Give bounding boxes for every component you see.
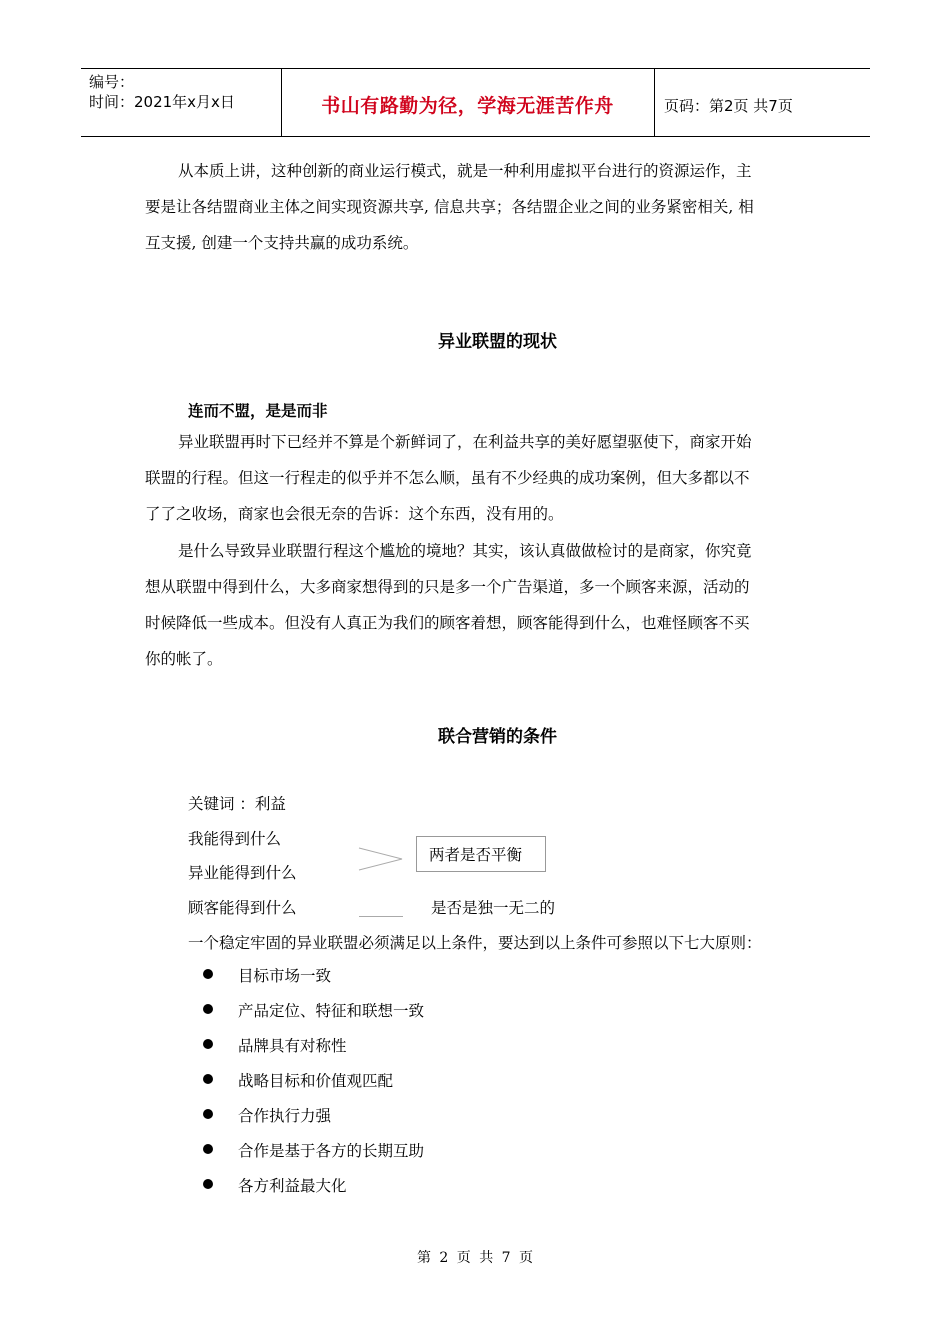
list-item-text: 合作执行力强 bbox=[238, 1107, 332, 1125]
question-line: 顾客能得到什么 bbox=[188, 899, 297, 917]
paragraph-line: 是什么导致异业联盟行程这个尴尬的境地？其实，该认真做做检讨的是商家，你究竟 bbox=[178, 542, 752, 560]
greater-than-connector bbox=[357, 845, 405, 873]
bullet-icon bbox=[203, 1144, 213, 1154]
list-item-text: 目标市场一致 bbox=[238, 967, 332, 985]
paragraph-line: 时候降低一些成本。但没有人真正为我们的顾客着想，顾客能得到什么，也难怪顾客不买 bbox=[145, 614, 750, 632]
number-label: 编号： bbox=[89, 73, 135, 91]
header-motto-cell bbox=[281, 69, 655, 136]
intro-line: 要是让各结盟商业主体之间实现资源共享, 信息共享；各结盟企业之间的业务紧密相关, 相 bbox=[145, 198, 754, 216]
status-paragraph-2 bbox=[145, 533, 810, 677]
paragraph-line: 异业联盟再时下已经并不算是个新鲜词了，在利益共享的美好愿望驱使下，商家开始 bbox=[178, 433, 752, 451]
intro-line: 互支援, 创建一个支持共赢的成功系统。 bbox=[145, 234, 419, 252]
header-page-cell bbox=[654, 69, 870, 136]
intro-line: 从本质上讲，这种创新的商业运行模式，就是一种利用虚拟平台进行的资源运作，主 bbox=[178, 162, 752, 180]
bullet-icon bbox=[203, 1109, 213, 1119]
bullet-icon bbox=[203, 1004, 213, 1014]
list-item-text: 产品定位、特征和联想一致 bbox=[238, 1002, 425, 1020]
header-page-label: 页码：第2页 共7页 bbox=[664, 97, 793, 115]
header-meta bbox=[81, 69, 282, 136]
time-label: 时间：2021年x月x日 bbox=[89, 93, 235, 111]
intro-paragraph bbox=[145, 153, 810, 261]
section-title-status: 异业联盟的现状 bbox=[438, 332, 557, 352]
bullet-icon bbox=[203, 1179, 213, 1189]
bullet-icon bbox=[203, 1074, 213, 1084]
unique-question: 是否是独一无二的 bbox=[431, 899, 556, 917]
header-motto: 书山有路勤为径，学海无涯苦作舟 bbox=[321, 95, 614, 117]
page-footer: 第 2 页 共 7 页 bbox=[416, 1250, 534, 1266]
list-item-text: 战略目标和价值观匹配 bbox=[238, 1072, 394, 1090]
section-subtitle: 连而不盟，是是而非 bbox=[188, 402, 328, 420]
question-line: 异业能得到什么 bbox=[188, 864, 297, 882]
paragraph-line: 联盟的行程。但这一行程走的似乎并不怎么顺，虽有不少经典的成功案例，但大多都以不 bbox=[145, 469, 750, 487]
bullet-icon bbox=[203, 969, 213, 979]
section-title-conditions: 联合营销的条件 bbox=[438, 727, 557, 747]
summary-line: 一个稳定牢固的异业联盟必须满足以上条件，要达到以上条件可参照以下七大原则： bbox=[188, 934, 762, 952]
paragraph-line: 你的帐了。 bbox=[145, 650, 223, 668]
status-paragraph-1 bbox=[145, 424, 810, 532]
question-line: 我能得到什么 bbox=[188, 830, 282, 848]
list-item-text: 各方利益最大化 bbox=[238, 1177, 347, 1195]
bullet-icon bbox=[203, 1039, 213, 1049]
keyword-line: 关键词 ：利益 bbox=[188, 795, 286, 813]
page-header bbox=[81, 68, 870, 137]
underline-connector bbox=[359, 916, 403, 917]
balance-box: 两者是否平衡 bbox=[416, 836, 546, 872]
paragraph-line: 想从联盟中得到什么，大多商家想得到的只是多一个广告渠道，多一个顾客来源，活动的 bbox=[145, 578, 750, 596]
paragraph-line: 了了之收场，商家也会很无奈的告诉：这个东西，没有用的。 bbox=[145, 505, 564, 523]
list-item-text: 品牌具有对称性 bbox=[238, 1037, 347, 1055]
list-item-text: 合作是基于各方的长期互助 bbox=[238, 1142, 425, 1160]
